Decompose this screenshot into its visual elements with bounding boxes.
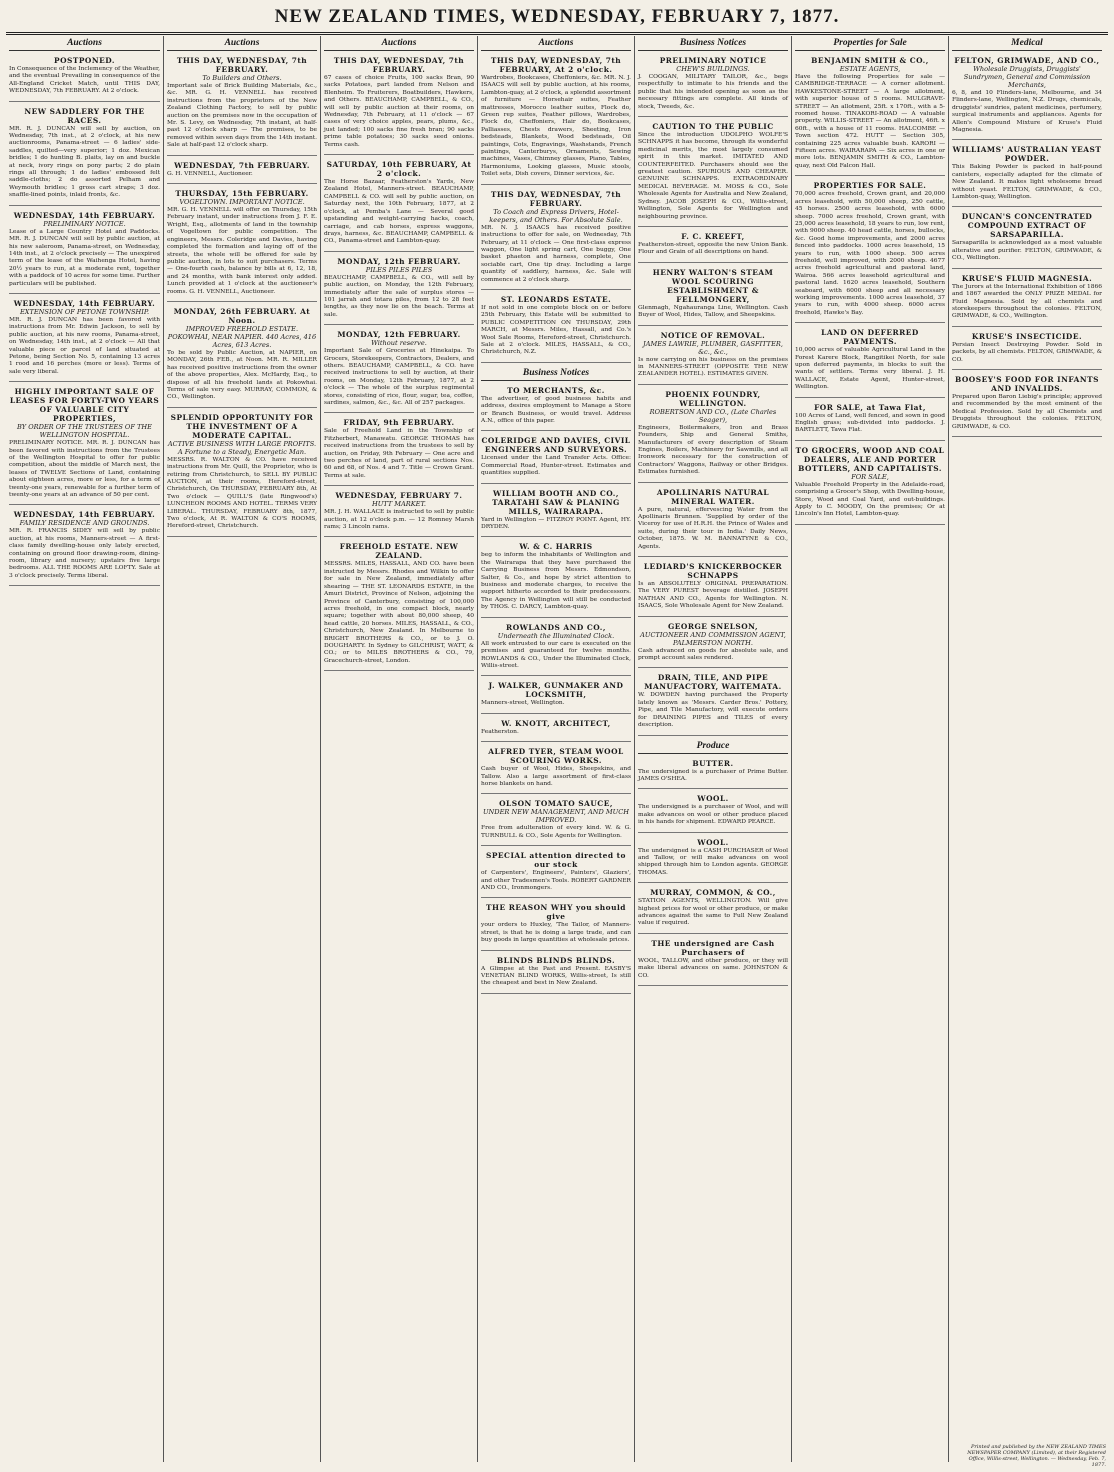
ad-title: HENRY WALTON'S STEAM WOOL SCOURING ESTABLISHMENT & FELLMONGERY, xyxy=(652,267,774,304)
advertisement xyxy=(481,679,631,713)
ad-body: Cash buyer of Wool, Hides, Sheepskins, and Tallow. Also a large assortment of first-class horse blankets on hand. xyxy=(481,766,631,787)
ad-subtitle: To Coach and Express Drivers, Hotel-keepers, and Others. For Absolute Sale. xyxy=(489,207,623,224)
advertisement xyxy=(167,54,317,156)
ad-title: SPECIAL attention directed to our stock xyxy=(486,851,626,870)
ad-subtitle: UNDER NEW MANAGEMENT, AND MUCH IMPROVED. xyxy=(482,808,630,825)
ad-title: W. & C. HARRIS xyxy=(519,542,593,552)
ad-body: PRELIMINARY NOTICE. MR. R. J. DUNCAN has been favored with instructions from the Trustees of the Wellington Hospital to offer for public competition, about the middle of March next, the leases of TWELVE Sections of Land, containing about eighteen acres, more or less, for a term of twenty-one years, renewable for a further term of twenty-one years at an advance of 50 per cent. xyxy=(9,440,160,499)
ad-body: Important Sale of Groceries at Hinekaipa. To Grocers, Storekeepers, Contractors, Dealers, and others. BEAUCHAMP, CAMPBELL, & CO. have received instructions to sell by auction, at their rooms, on Monday, 12th February, 1877, at 2 o'clock — The whole of the surplus regimental stores, consisting of rice, flour, sugar, tea, coffee, sardines, salmon, &c., &c. All of 257 packages. xyxy=(324,348,474,406)
advertisement xyxy=(481,384,631,432)
column-heading: Auctions xyxy=(324,36,474,51)
ad-title: WEDNESDAY, FEBRUARY 7. xyxy=(335,491,463,501)
ad-title: TO GROCERS, WOOD AND COAL DEALERS, ALE AND PORTER BOTTLERS, AND CAPITALISTS. xyxy=(795,445,945,473)
advertisement xyxy=(638,388,788,483)
ad-title: ALFRED TYER, STEAM WOOL SCOURING WORKS. xyxy=(488,747,624,766)
ad-body: beg to inform the inhabitants of Wellington and the Wairarapa that they have purchased the Carrying Business from Messrs. Edmondson, Salter, & Co., and hope by strict attention to business and moderate charges, to receive the support hitherto accorded to their predecessors. The Agency in Wellington will still be conducted by THOS. C. DARCY, Lambton-quay. xyxy=(481,552,631,611)
advertisement xyxy=(952,54,1102,140)
column-heading: Properties for Sale xyxy=(795,36,945,51)
ad-body: In Consequence of the Inclemency of the Weather, and the eventual Prevailing in consequence of the All-England Cricket Match, until THIS DAY, WEDNESDAY, 7th FEBRUARY. At 2 o'clock. xyxy=(9,66,160,95)
advertisement xyxy=(481,797,631,846)
ad-title: MURRAY, COMMON, & CO., xyxy=(650,888,776,898)
advertisement xyxy=(481,188,631,290)
ad-body: Lease of a Large Country Hotel and Paddocks. MR. R. J. DUNCAN will sell by public auction, at his new saleroom, Panama-street, on Wednesday, 14th inst., at 2 o'clock precisely — The unexpired term of the lease of the Waihenga Hotel, having 20½ years to run, at a moderate rent, together with a paddock of 10 acres for some time. Further particulars will be published. xyxy=(9,228,160,287)
advertisement xyxy=(795,54,945,176)
ad-title: FREEHOLD ESTATE. NEW ZEALAND. xyxy=(339,542,459,561)
ad-body: Manners-street, Wellington. xyxy=(481,700,565,707)
advertisement xyxy=(481,717,631,742)
ad-title: WEDNESDAY, 14th FEBRUARY. xyxy=(13,510,156,520)
ad-title: ROWLANDS AND CO., xyxy=(506,622,606,632)
advertisement xyxy=(167,411,317,537)
ad-title: WILLIAM BOOTH AND CO., TARATAHI SAW & PLANING MILLS, WAIRARAPA. xyxy=(492,488,620,516)
ad-body: J. COOGAN, MILITARY TAILOR, &c., begs respectfully to intimate to his friends and the public that his intended opening as soon as the necessary fittings are complete. All kinds of stock, Tweeds, &c. xyxy=(638,74,788,110)
ad-title: THURSDAY, 15th FEBRUARY. xyxy=(175,189,309,199)
column-heading: Auctions xyxy=(481,36,631,51)
ad-subtitle: Without reserve. xyxy=(371,339,427,348)
column-5 xyxy=(634,36,791,1462)
ad-body: WOOL, TALLOW, and other produce, or they will make liberal advances on same. JOHNSTON & CO. xyxy=(638,957,788,979)
ad-title: FRIDAY, 9th FEBRUARY. xyxy=(343,418,455,428)
advertisement xyxy=(324,255,474,325)
advertisement xyxy=(638,792,788,832)
advertisement xyxy=(795,179,945,323)
ad-body: W. DOWDEN having purchased the Property lately known as 'Messrs. Carder Bros.' Pottery, Pipe, and Tile Manufactory, will execute orders for DRAINING PIPES and TILES of every description. xyxy=(638,692,788,729)
ad-subtitle: HUTT MARKET. xyxy=(371,500,427,509)
advertisement xyxy=(481,745,631,794)
column-heading: Auctions xyxy=(167,36,317,51)
ad-title: CAUTION TO THE PUBLIC xyxy=(652,122,774,132)
ad-subtitle: JAMES LAWRIE, PLUMBER, GASFITTER, &c., &c., xyxy=(643,339,783,356)
ad-body: MR. G. H. VENNELL will offer on Thursday, 15th February instant, under instructions from J. F. E. Wright, Esq., allotments of land in the township of Vogeltown for public competition. The engineers, Messrs. Coleridge and Davies, having completed the formation and laying off of the streets, the whole will be offered for sale by public auction, in lots to suit purchasers. Terms — One-fourth cash, balance by bills at 6, 12, 18, and 24 months, with bank interest only added. Lunch provided at 1 o'clock at the auctioneer's rooms. G. H. VENNELL, Auctioneer. xyxy=(167,207,317,295)
section-heading: Produce xyxy=(638,739,788,754)
advertisement xyxy=(9,385,160,505)
ad-body: Featherston. xyxy=(481,728,519,735)
ad-subtitle: EXTENSION OF PETONE TOWNSHIP. xyxy=(19,307,150,316)
advertisement xyxy=(324,328,474,413)
advertisement xyxy=(952,210,1102,268)
ad-subtitle: BY ORDER OF THE TRUSTEES OF THE WELLINGTON HOSPITAL. xyxy=(17,423,152,440)
ad-body: The undersigned is a CASH PURCHASER of Wool and Tallow, or will make advances on wool shipped through him to London agents. GEORGE THOMAS. xyxy=(638,847,788,876)
ad-body: Prepared upon Baron Liebig's principle; approved and recommended by the most eminent of the Medical Profession. Sold by all Chemists and Druggists throughout the colonies. FELTON, GRIMWADE, & CO. xyxy=(952,393,1102,430)
ad-body: Free from adulteration of every kind. W. & G. TURNBULL & CO., Sole Agents for Wellington. xyxy=(481,825,631,839)
ad-subtitle: CHEW'S BUILDINGS. xyxy=(676,65,750,73)
advertisement xyxy=(481,621,631,677)
ad-title: J. WALKER, GUNMAKER AND LOCKSMITH, xyxy=(488,681,624,700)
advertisement xyxy=(481,293,631,363)
ad-body: All work entrusted to our care is executed on the premises and guaranteed for twelve months. ROWLANDS & CO., Under the Illuminated Clock, Willis-street. xyxy=(481,640,631,669)
ad-title: F. C. KREEFT, xyxy=(681,231,745,241)
advertisement xyxy=(795,401,945,441)
ad-title: BLINDS BLINDS BLINDS. xyxy=(496,955,616,965)
ad-body: Sale of Freehold Land in the Township of Fitzherbert, Manawatu. GEORGE THOMAS has received instructions from the trustees to sell by auction, on Friday, 9th February — One acre and two perches of land, part of rural sections Nos. 60 and 68, of Nos. 4 and 7. Title — Crown Grant. Terms at sale. xyxy=(324,428,474,479)
ad-body: MR. R. J. DUNCAN will sell by auction, on Wednesday, 7th inst., at 2 o'clock, at his new auctionrooms, Panama-street — 6 ladies' side-saddles, quilted—very superior; 1 doz. Mexican bridles; 1 do hunting B. plaits, lay on and buckle at neck, ivory rings on pony parts; 2 do plain rings all through; 1 do ladies' embossed felt saddle-cloths; 2 do assorted Pelham and Weymouth bridles; 1 gross cart straps; 3 doz. snaffle-lined points, inlaid fronts, &c. xyxy=(9,125,160,199)
advertisement xyxy=(638,757,788,790)
ad-body: Wardrobes, Bookcases, Cheffoniers, &c. MR. N. J. ISAACS will sell by public auction, at his rooms, Lambton-quay, at 2 o'clock, a splendid assortment of furniture — Horsehair suites, Feather mattresses, Morocco leather suites, Flock do, Green rep suites, Feather pillows, Wardrobes, Flock do, Cheffoniers, Hair do, Bookcases, Palliasses, Chests drawers, Sheeting, Iron bedsteads, Blankets, Wood bedsteads, Oil paintings, Cots, Engravings, Washstands, French paintings, Canterburys, Ornaments, Sewing machines, Vases, Chimney glasses, Piano, Tables, Harmoniums, Looking glasses, Music stools, Toilet sets, Dish covers, Dinner services, &c. xyxy=(481,75,631,178)
ad-body: MR. J. H. WALLACE is instructed to sell by public auction, at 12 o'clock p.m. — 12 Romney Marsh rams; 3 Lincoln rams. xyxy=(324,509,474,531)
advertisement xyxy=(638,486,788,557)
advertisement xyxy=(795,326,945,397)
ad-body: 10,000 acres of valuable Agricultural Land in the Forest Karere Block, Rangitikei North, for sale upon deferred payments, in blocks to suit the wants of settlers. Terms very liberal. J. H. WALLACE, Estate Agent, Hunter-street, Wellington. xyxy=(795,347,945,391)
ad-body: MR. R. J. DUNCAN has been favored with instructions from Mr. Edwin Jackson, to sell by public auction, at his new rooms, Panama-street, on Wednesday, 14th inst., at 2 o'clock — All that valuable piece or parcel of land situated at Petone, being Section No. 5, containing 13 acres 1 rood and 16 perches (more or less). Terms of sale very liberal. xyxy=(9,316,160,375)
ad-title: THIS DAY, WEDNESDAY, 7th FEBRUARY. xyxy=(176,56,308,74)
ad-body: G. H. VENNELL, Auctioneer. xyxy=(167,170,253,177)
ad-body: This Baking Powder is packed in half-pound canisters, especially adapted for the climate of New Zealand. It makes light wholesome bread without yeast. FELTON, GRIMWADE, & CO., Lambton-quay, Wellington. xyxy=(952,164,1102,201)
advertisement xyxy=(9,209,160,294)
ad-title: WOOL. xyxy=(697,794,729,804)
advertisement xyxy=(638,266,788,326)
ad-body: Engineers, Boilermakers, Iron and Brass Founders, Ship and General Smiths, Manufacturers of every description of Steam Engines, Boilers, Machinery for Sawmills, and all Ironwork necessary for the construction of Contractors' Waggons, Railway or other Bridges. Estimates furnished. xyxy=(638,424,788,476)
advertisement xyxy=(481,901,631,950)
advertisement xyxy=(9,54,160,102)
advertisement xyxy=(167,305,317,408)
advertisement xyxy=(167,187,317,302)
ad-title: LAND ON DEFERRED PAYMENTS. xyxy=(821,328,919,347)
column-heading: Business Notices xyxy=(638,36,788,51)
advertisement xyxy=(481,54,631,185)
ad-body: If not sold in one complete block on or before 25th February, this Estate will be submitted to PUBLIC COMPETITION ON THURSDAY, 29th MARCH, at Messrs. Miles, Hassall, and Co.'s Wool Sale Rooms, Hereford-street, Christchurch. Sale at 2 o'clock. MILES, HASSALL, & CO., Christchurch, N.Z. xyxy=(481,304,631,356)
advertisement xyxy=(324,54,474,155)
advertisement xyxy=(638,120,788,227)
ad-subtitle: PRELIMINARY NOTICE. xyxy=(43,219,126,228)
ad-body: A pure, natural, effervescing Water from the Apollinaris Brunnen. 'Supplied by order of the Viceroy for use of H.R.H. the Prince of Wales and suite, during their tour in India.' Daily News, October, 1875. W. M. BANNATYNE & CO., Agents. xyxy=(638,506,788,550)
ad-title: KRUSE'S INSECTICIDE. xyxy=(971,331,1083,341)
advertisement xyxy=(481,849,631,898)
ad-body: Licensed under the Land Transfer Acts. Office: Commercial Road, Hunter-street. Estimates and quantities supplied. xyxy=(481,455,631,477)
advertisement xyxy=(324,416,474,486)
ad-body: Cash advanced on goods for absolute sale, and prompt account sales rendered. xyxy=(638,647,788,662)
advertisement xyxy=(952,143,1102,207)
advertisement xyxy=(481,954,631,994)
ad-body: Sarsaparilla is acknowledged as a most valuable alterative and purifier. FELTON, GRIMWADE, & CO., Wellington. xyxy=(952,240,1102,262)
ad-subtitle: ROBERTSON AND CO., (Late Charles Seager), xyxy=(649,407,777,424)
advertisement xyxy=(638,230,788,263)
column-heading: Medical xyxy=(952,36,1102,51)
ad-body: your orders to Huxley, 'The Tailor, of Manners-street, is that he is doing a large trade, and can buy goods in large quantities at wholesale prices. xyxy=(481,922,631,944)
ad-title: WEDNESDAY, 7th FEBRUARY. xyxy=(174,160,310,170)
advertisement xyxy=(9,508,160,586)
ad-body: To be sold by Public Auction, at NAPIER, on MONDAY, 26th FEB., at Noon. MR. R. MILLER has received positive instructions from the owner of the above properties, Alex. McHardy, Esq., to dispose of all his freehold lands at Pokowhai. Terms of sale very easy. MURRAY, COMMON, & CO., Wellington. xyxy=(167,349,317,401)
ad-title: KRUSE'S FLUID MAGNESIA. xyxy=(961,273,1093,283)
advertisement xyxy=(9,105,160,206)
ad-title: PROPERTIES FOR SALE. xyxy=(813,181,927,191)
ad-body: Valuable Freehold Property in the Adelaide-road, comprising a Grocer's Shop, with Dwelling-house, Store, Wood and Coal Yard, and out-buildings. Apply to C. MOODY, On the premises; Or at Lincoln's Inn Hotel, Lambton-quay. xyxy=(795,481,945,518)
ad-body: MR. R. FRANCIS SIDEY will sell by public auction, at his rooms, Manners-street — A first-class family dwelling-house only lately erected, containing on ground floor drawing-room, dining-room, library and nursery; upstairs five large bedrooms. ALL THE ROOMS ARE LOFTY. Sale at 3 o'clock precisely. Terms liberal. xyxy=(9,528,160,579)
ad-title: SPLENDID OPPORTUNITY FOR THE INVESTMENT OF A MODERATE CAPITAL. xyxy=(170,412,314,440)
ad-subtitle: FOR SALE, xyxy=(851,472,889,481)
ad-body: 70,000 acres freehold, Crown grant, and 20,000 acres leasehold, with 50,000 sheep, 250 cattle, 45 horses. 2500 acres leasehold, with 6000 sheep. 7000 acres freehold, Crown grant, with 25,000 acres leasehold, 18 years to run, low rent, with 9000 sheep. 40 head cattle, horses, bullocks, &c. Good home improvements, and 2000 acres fenced into paddocks. 1000 acres leasehold, 15 years to run, with 1000 sheep. 500 acres freehold, well improved, with 2000 sheep. 4677 acres freehold agricultural and pastoral land, Wairoa. 566 acres leasehold agricultural and pastoral land. 1620 acres leasehold, Southern seaboard, with 6000 sheep and all necessary working improvements. 1000 acres leasehold, 37 years to run, with 4000 sheep. 6000 acres freehold, Hawke's Bay. xyxy=(795,191,945,316)
ad-title: BOOSEY'S FOOD FOR INFANTS AND INVALIDS. xyxy=(954,374,1100,393)
advertisement xyxy=(324,489,474,537)
ad-body: Since the introduction UDOLPHO WOLFE'S SCHNAPPS it has become, through its wonderful medicinal merits, the most largely consumed spirit in this market. IMITATED AND COUNTERFEITED. Purchasers should see the greatest caution. SPURIOUS AND CHEAPER. GENUINE SCHNAPPS. EXTRAORDINARY MEDICAL BEVERAGE. M. MOSS & CO., Sole Wholesale Agents for Australia and New Zealand, Sydney. JACOB JOSEPH & CO., Willis-street, Wellington, Sole Agents for Wellington and neighbouring province. xyxy=(638,132,788,220)
ad-title: GEORGE SNELSON, xyxy=(667,621,759,631)
advertisement xyxy=(952,373,1102,437)
ad-title: APOLLINARIS NATURAL MINERAL WATER. xyxy=(656,487,770,506)
advertisement xyxy=(795,444,945,525)
ad-subtitle: IMPROVED FREEHOLD ESTATE. POKOWHAI, NEAR NAPIER. 440 Acres, 416 Acres, 613 Acres. xyxy=(167,324,317,349)
ad-title: POSTPONED. xyxy=(54,56,115,65)
ad-title: FOR SALE, at Tawa Flat, xyxy=(814,402,926,412)
advertisement xyxy=(481,487,631,538)
ad-title: WEDNESDAY, 14th FEBRUARY. xyxy=(13,210,156,220)
ad-body: The advertiser, of good business habits and address, desires employment to Manage a Store or Branch Business, or would travel. Address A.N., office of this paper. xyxy=(481,395,631,424)
ad-title: THIS DAY, WEDNESDAY, 7th FEBRUARY. xyxy=(333,56,465,74)
advertisement xyxy=(638,836,788,884)
ad-subtitle: To Builders and Others. xyxy=(202,74,282,82)
ad-body: MESSRS. MILES, HASSALL, AND CO. have been instructed by Messrs. Rhodes and Wilkin to offer for sale in New Zealand, immediately after shearing — THE ST. LEONARDS ESTATE, in the Amuri District, Province of Nelson, adjoining the Province of Canterbury, consisting of 100,000 acres freehold, in one compact block, nearly square; together with about 80,000 sheep, 40 head cattle, 20 horses. MILES, HASSALL, & CO., Christchurch, New Zealand. In Melbourne to BRIGHT BROTHERS & CO., or to J. O. DOUGHARTY. In Sydney to GILCHRIST, WATT, & CO.; or to MILES BROTHERS & CO., 79, Gracechurch-street, London. xyxy=(324,561,474,664)
section-heading: Business Notices xyxy=(481,366,631,381)
ad-body: MR. N. J. ISAACS has received positive instructions to offer for sale, on Wednesday, 7th February, at 11 o'clock — One first-class express waggon, One light spring cart, One buggy, One basket phaeton and harness, complete, One sociable cart, One tip dray. Including a large quantity of saddlery, harness, &c. Sale will commence at 2 o'clock sharp. xyxy=(481,224,631,283)
ad-body: MESSRS. R. WALTON & CO. have received instructions from Mr. Quill, the Proprietor, who is retiring from Christchurch, to SELL BY PUBLIC AUCTION, at their rooms, Hereford-street, Christchurch, On THURSDAY, FEBRUARY 8th, At Two o'clock — QUILL'S (late Ringwood's) LUNCHEON ROOMS AND HOTEL. TERMS VERY LIBERAL. THURSDAY, FEBRUARY 8th, 1877, Two o'clock, At R. WALTON & CO'S ROOMS, Hereford-street, Christchurch. xyxy=(167,456,317,530)
masthead-rule-2 xyxy=(6,34,1108,35)
ad-subtitle: VOGELTOWN. IMPORTANT NOTICE. xyxy=(179,198,305,207)
advertisement xyxy=(324,540,474,671)
advertisement xyxy=(9,297,160,382)
ad-title: THIS DAY, WEDNESDAY, 7th FEBRUARY, At 2 o'clock. xyxy=(490,56,622,74)
advertisement xyxy=(952,272,1102,327)
ad-title: HIGHLY IMPORTANT SALE OF LEASES FOR FORTY-TWO YEARS OF VALUABLE CITY PROPERTIES, xyxy=(9,387,160,424)
advertisement xyxy=(638,886,788,934)
ad-subtitle: AUCTIONEER AND COMMISSION AGENT, PALMERSTON NORTH. xyxy=(640,630,786,647)
ad-title: WILLIAMS' AUSTRALIAN YEAST POWDER. xyxy=(952,145,1102,164)
advertisement xyxy=(167,159,317,184)
ad-body: Have the following Properties for sale — CAMBRIDGE-TERRACE — A corner allotment. HAWKESTONE-STREET — A large allotment, with superior house of 5 rooms. MULGRAVE-STREET — An allotment, 25ft. x 170ft., with a 5-roomed house. TINAKORI-ROAD — A valuable property. WILLIS-STREET — An allotment, 46ft. x 60ft., with a house of 11 rooms. HALCOMBE — Town section 472. HUTT — Section 305, containing 225 acres valuable bush. KARORI — Fifteen acres. WAIRARAPA — Six acres in one or more lots. BENJAMIN SMITH & CO., Lambton-quay, next Old Falcon Hall. xyxy=(795,74,945,169)
advertisement xyxy=(638,54,788,117)
ad-body: 6, 8, and 10 Flinders-lane, Melbourne, and 34 Flinders-lane, Wellington, N.Z. Drugs, chemicals, druggists' sundries, patent medicines, perfumery, surgical instruments and appliances. Agents for Allen's Compound Mixture of Kruse's Fluid Magnesia. xyxy=(952,90,1102,134)
ad-body: Glenmagh, Ngahauranga Line, Wellington. Cash Buyer of Wool, Hides, Tallow, and Sheepskins. xyxy=(638,304,788,319)
column-3 xyxy=(320,36,477,1462)
column-heading: Auctions xyxy=(9,36,160,51)
imprint-footer: Printed and published by the NEW ZEALAND TIMES NEWSPAPER COMPANY (Limited), at their Registered Office, Willis-street, Wellington. — Wednesday, Feb. 7, 1877. xyxy=(967,1444,1106,1468)
ad-body: of Carpenters', Engineers', Painters', Glaziers', and other Tradesmen's Tools. ROBERT GARDNER AND CO., Ironmongers. xyxy=(481,870,631,891)
ad-title: MONDAY, 12th FEBRUARY. xyxy=(337,256,461,266)
ad-body: Is an ABSOLUTELY ORIGINAL PREPARATION. The VERY PUREST beverage distilled. JOSEPH NATHAN AND CO., Agents for Wellington. N. ISAACS, Sole Wholesale Agent for New Zealand. xyxy=(638,581,788,610)
advertisement xyxy=(952,330,1102,370)
ad-title: DUNCAN'S CONCENTRATED COMPOUND EXTRACT OF SARSAPARILLA. xyxy=(961,212,1093,240)
ad-title: PRELIMINARY NOTICE xyxy=(659,56,767,65)
ad-title: DRAIN, TILE, AND PIPE MANUFACTORY, WAITEMATA. xyxy=(644,673,782,692)
ad-body: A Glimpse at the Past and Present. EASBY'S VENETIAN BLIND WORKS, Willis-street, Is still the cheapest and best in New Zealand. xyxy=(481,965,631,987)
ad-title: W. KNOTT, ARCHITECT, xyxy=(501,718,611,728)
advertisement xyxy=(638,620,788,669)
ad-title: MONDAY, 26th FEBRUARY. At Noon. xyxy=(173,306,311,325)
ad-body: 67 cases of choice Fruits, 100 sacks Bran, 90 sacks Potatoes, part landed from Nelson and Blenheim. To Fruiterers, Boatbuilders, Hawkers, and Others. BEAUCHAMP, CAMPBELL, & CO., will sell by public auction at their rooms, on Wednesday, 7th February, at 11 o'clock — 67 cases of very choice apples, pears, plums, &c., just landed; 100 sacks fine fresh bran; 90 sacks prime table potatoes; 30 sacks seed onions. Terms cash. xyxy=(324,75,474,148)
ad-body: Is now carrying on his business on the premises in MANNERS-STREET (OPPOSITE THE NEW ZEALANDER HOTEL). ESTIMATES GIVEN. xyxy=(638,356,788,378)
masthead: NEW ZEALAND TIMES, WEDNESDAY, FEBRUARY 7, 1877. xyxy=(274,6,840,27)
advertisement xyxy=(638,671,788,735)
ad-title: PHOENIX FOUNDRY, WELLINGTON. xyxy=(665,389,761,408)
masthead-rule xyxy=(6,32,1108,33)
ad-body: The undersigned is a purchaser of Wool, and will make advances on wool or other produce placed in his hands for shipment. EDWARD PEARCE. xyxy=(638,804,788,826)
ad-body: Featherston-street, opposite the new Union Bank. Flour and Grain of all descriptions on hand. xyxy=(638,241,788,256)
ad-title: LEDIARD'S KNICKERBOCKER SCHNAPPS xyxy=(643,562,783,581)
ad-body: BEAUCHAMP, CAMPBELL, & CO., will sell by public auction, on Monday, the 12th February, immediately after the sale of surplus stores — 101 jarrah and totara piles, from 12 to 28 feet lengths, as they now lie on the beach. Terms at sale. xyxy=(324,274,474,318)
ad-title: BUTTER. xyxy=(692,758,734,768)
ad-title: WOOL. xyxy=(697,837,729,847)
ad-body: STATION AGENTS, WELLINGTON. Will give highest prices for wool or other produce, or make advances against the same to Full New Zealand value if required. xyxy=(638,898,788,927)
ad-title: THIS DAY, WEDNESDAY, 7th FEBRUARY. xyxy=(490,189,622,208)
ad-body: 100 Acres of Land, well fenced, and sown in good English grass; sub-divided into paddocks. J. BARTLETT, Tawa Flat. xyxy=(795,412,945,434)
advertisement xyxy=(324,158,474,252)
column-2 xyxy=(163,36,320,1462)
advertisement xyxy=(638,560,788,617)
advertisement xyxy=(638,937,788,986)
column-4 xyxy=(477,36,634,1462)
ad-subtitle: PILES PILES PILES xyxy=(365,265,433,274)
ad-title: SATURDAY, 10th FEBRUARY, At 2 o'clock. xyxy=(326,160,472,179)
ad-body: Persian Insect Destroying Powder. Sold in packets, by all chemists. FELTON, GRIMWADE, & CO. xyxy=(952,341,1102,363)
ad-title: TO MERCHANTS, &c. xyxy=(507,385,605,395)
advertisement xyxy=(638,329,788,385)
ad-title: NEW SADDLERY FOR THE RACES. xyxy=(24,106,145,125)
ad-title: OLSON TOMATO SAUCE, xyxy=(499,799,613,809)
ad-body: The undersigned is a purchaser of Prime Butter. JAMES O'SHEA. xyxy=(638,768,788,782)
ad-subtitle: ESTATE AGENTS, xyxy=(839,65,901,73)
ad-title: NOTICE OF REMOVAL. xyxy=(660,330,766,340)
ad-subtitle: Wholesale Druggists, Druggists' Sundrymen, General and Commission Merchants, xyxy=(963,65,1091,89)
ad-title: WEDNESDAY, 14th FEBRUARY. xyxy=(13,298,156,308)
ad-title: FELTON, GRIMWADE, AND CO., xyxy=(954,56,1100,65)
ad-title: ST. LEONARDS ESTATE. xyxy=(500,294,612,304)
column-6 xyxy=(791,36,948,1462)
ad-body: Important sale of Brick Building Materials, &c., &c. MR. G. H. VENNELL has received instructions from the proprietors of the New Zealand Clothing Factory, to sell by public auction on the premises now in the occupation of Mr. S. Levy, on Wednesday, 7th instant, at half-past 12 o'clock sharp — The premises, to be removed within seven days from the 14th instant. Sale at half-past 12 o'clock sharp. xyxy=(167,83,317,149)
column-7 xyxy=(948,36,1105,1462)
ad-title: BENJAMIN SMITH & CO., xyxy=(811,56,929,65)
ad-body: The Horse Bazaar, Featherston's Yards, New Zealand Hotel, Manners-street. BEAUCHAMP, CAMPBELL & CO. will sell by public auction, on Saturday next, the 10th February, 1877, at 2 o'clock, at Pemba's Lane — Several good upstanding and weight-carrying hacks, coach, carriage, and cab horses, express waggons, drays, harness, &c. BEAUCHAMP, CAMPBELL & CO., Panama-street and Lambton-quay. xyxy=(324,179,474,245)
ad-title: MONDAY, 12th FEBRUARY. xyxy=(337,330,461,340)
advertisement xyxy=(481,434,631,483)
ad-title: THE undersigned are Cash Purchasers of xyxy=(651,938,775,957)
ad-subtitle: ACTIVE BUSINESS WITH LARGE PROFITS. A Fortune to a Steady, Energetic Man. xyxy=(167,439,317,456)
ad-title: COLERIDGE AND DAVIES, CIVIL ENGINEERS AND SURVEYORS. xyxy=(481,436,631,455)
ad-subtitle: Underneath the Illuminated Clock. xyxy=(497,631,615,640)
ad-subtitle: FAMILY RESIDENCE AND GROUNDS. xyxy=(19,519,150,528)
column-1 xyxy=(6,36,163,1462)
advertisement xyxy=(481,540,631,617)
ad-body: The Jurors at the International Exhibition of 1866 and 1867 awarded the ONLY PRIZE MEDAL for Fluid Magnesia. Sold by all chemists and storekeepers throughout the colonies. FELTON, GRIMWADE, & CO., Wellington. xyxy=(952,283,1102,320)
ad-body: Yard in Wellington — FITZROY POINT. Agent, HY. DRYDEN. xyxy=(481,516,631,531)
ad-title: THE REASON WHY you should give xyxy=(486,903,626,922)
